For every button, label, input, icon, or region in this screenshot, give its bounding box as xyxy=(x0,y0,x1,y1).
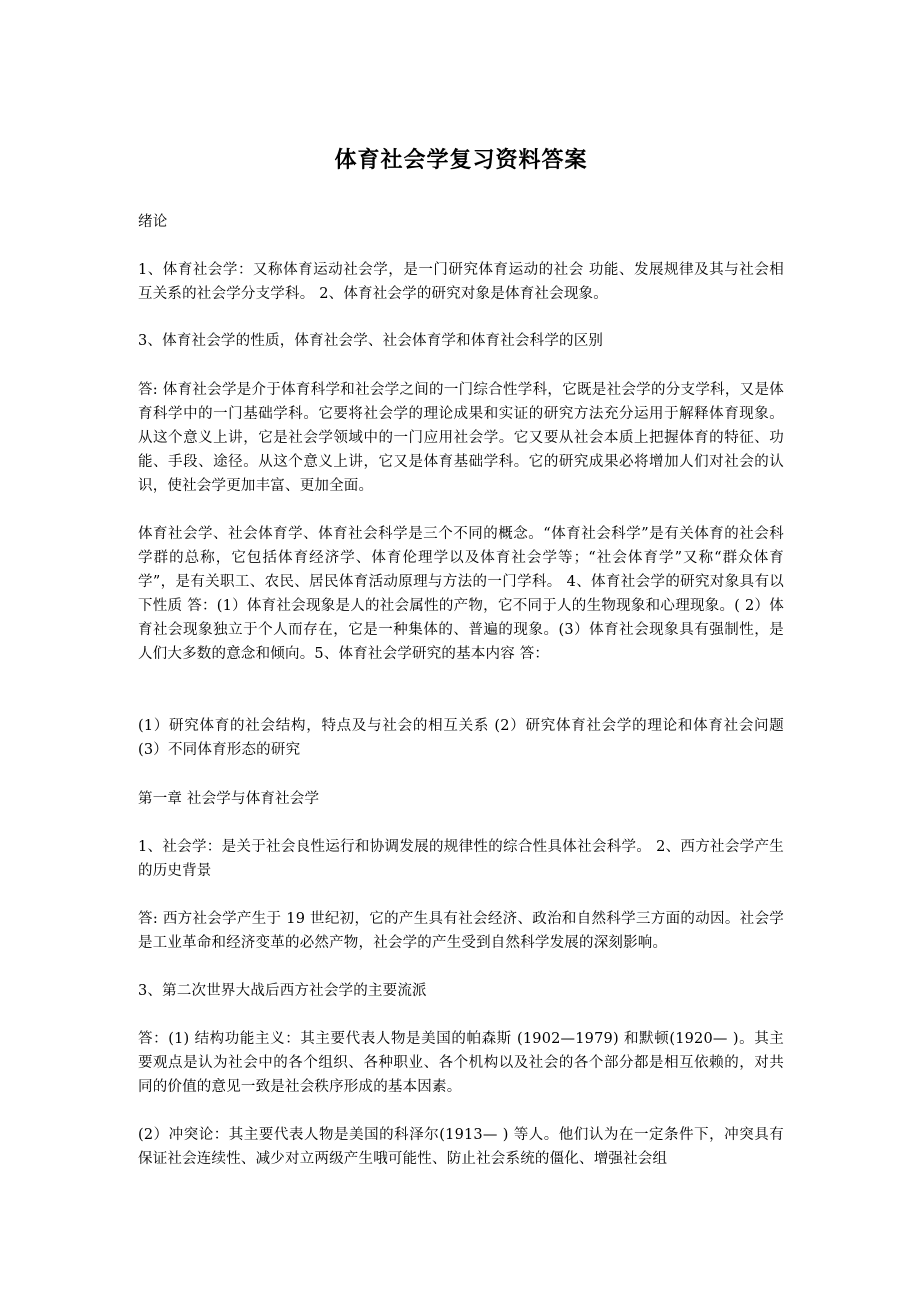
document-title: 体育社会学复习资料答案 xyxy=(334,148,588,173)
paragraph-chapter-1-heading: 第一章 社会学与体育社会学 xyxy=(138,791,320,807)
paragraph-definition: 1、体育社会学：又称体育运动社会学，是一门研究体育运动的社会 功能、发展规律及其与社会相互关系的社会学分支学科。 2、体育社会学的研究对象是体育社会现象。 xyxy=(138,262,784,302)
paragraph-sociology-definition: 1、社会学：是关于社会良性运行和协调发展的规律性的综合性具体社会科学。 2、西方社会学产生的历史背景 xyxy=(138,839,784,879)
paragraph-answer-3: 答: 体育社会学是介于体育科学和社会学之间的一门综合性学科，它既是社会学的分支学科，又是体育科学中的一门基础学科。它要将社会学的理论成果和实证的研究方法充分运用于解释体育现象。从这个意义上讲，它是社会学领域中的一门应用社会学。它又要从社会本质上把握体育的特征、功能、手段、途径。从这个意义上讲，它又是体育基础学科。它的研究成果必将增加人们对社会的认识，使社会学更加丰富、更加全面。 xyxy=(138,382,784,494)
paragraph-question-schools: 3、第二次世界大战后西方社会学的主要流派 xyxy=(138,983,427,999)
paragraph-question-3: 3、体育社会学的性质，体育社会学、社会体育学和体育社会科学的区别 xyxy=(138,333,604,349)
paragraph-conflict-theory: (2）冲突论：其主要代表人物是美国的科泽尔(1913— ) 等人。他们认为在一定条件下，冲突具有保证社会连续性、减少对立两级产生哦可能性、防止社会系统的僵化、增强社会组 xyxy=(138,1127,784,1167)
paragraph-western-background-answer: 答: 西方社会学产生于 19 世纪初，它的产生具有社会经济、政治和自然科学三方面的动因。社会学是工业革命和经济变革的必然产物，社会学的产生受到自然科学发展的深刻影响。 xyxy=(138,911,784,951)
paragraph-concepts: 体育社会学、社会体育学、体育社会科学是三个不同的概念。“体育社会科学”是有关体育的社会科学群的总称，它包括体育经济学、体育伦理学以及体育社会学等；“社会体育学”又称“群众体育学”，是有关职工、农民、居民体育活动原理与方法的一门学科。 4、体育社会学的研究对象具有以下性质 答：(1）体育社会现象是人的社会属性的产物，它不同于人的生物现象和心理现象。( 2）体育社会现象独立于个人而存在，它是一种集体的、普遍的现象。(3）体育社会现象具有强制性，是人们大多数的意念和倾向。5、体育社会学研究的基本内容 答： xyxy=(138,526,784,662)
paragraph-structural-functionalism: 答：(1) 结构功能主义：其主要代表人物是美国的帕森斯 (1902—1979) 和默顿(1920— )。其主要观点是认为社会中的各个组织、各种职业、各个机构以及社会的各个部分都是相互依赖的，对共同的价值的意见一致是社会秩序形成的基本因素。 xyxy=(138,1031,784,1095)
paragraph-introduction-heading: 绪论 xyxy=(138,214,168,230)
paragraph-research-content: (1）研究体育的社会结构，特点及与社会的相互关系 (2）研究体育社会学的理论和体育社会问题 (3）不同体育形态的研究 xyxy=(138,718,784,758)
